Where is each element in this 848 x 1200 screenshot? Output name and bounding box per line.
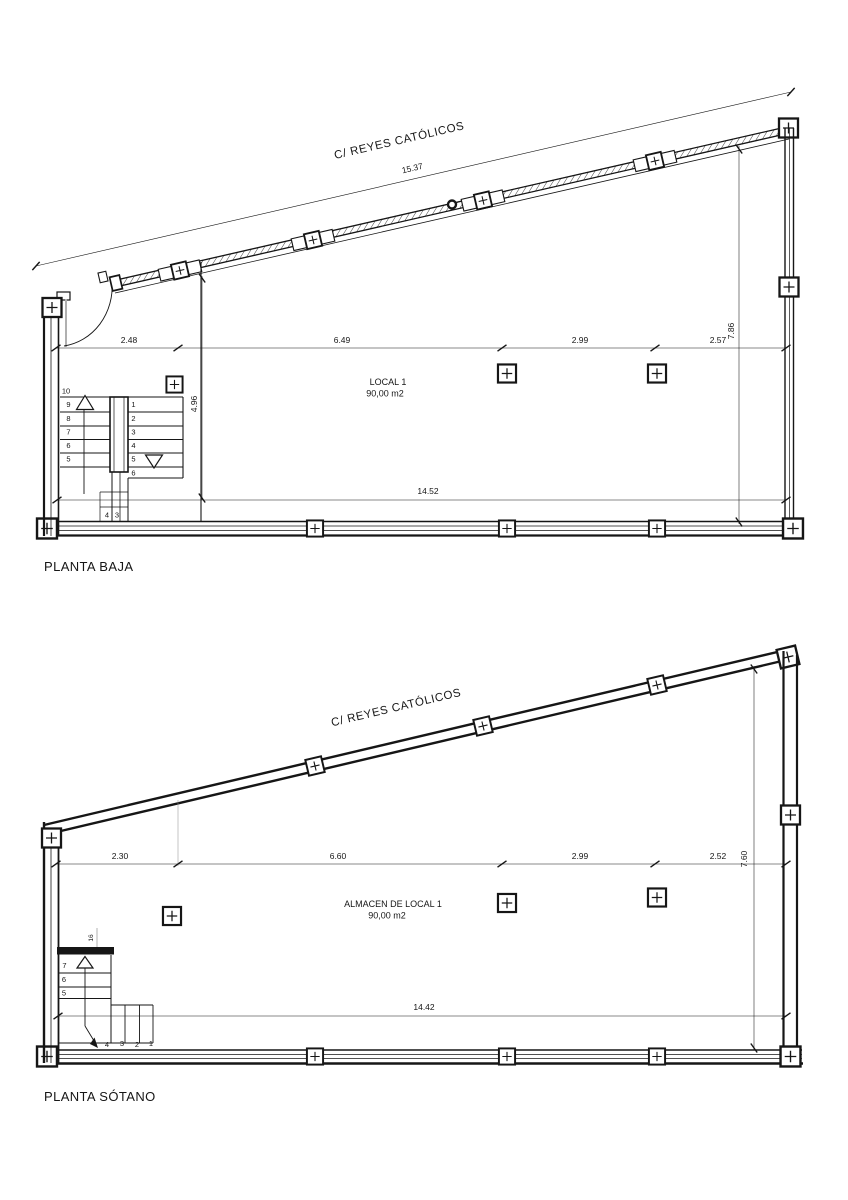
dimension-label: 7.86 bbox=[726, 322, 736, 340]
stair-number: 9 bbox=[66, 400, 71, 409]
depth-dimension-right bbox=[726, 145, 742, 527]
staircase bbox=[60, 376, 183, 521]
stair-number: 4 bbox=[104, 1040, 110, 1049]
column-marker bbox=[43, 298, 62, 317]
stair-up-arrow bbox=[77, 396, 94, 410]
stair-number: 1 bbox=[131, 400, 136, 409]
column-marker bbox=[649, 1048, 665, 1064]
dimension-row bbox=[52, 335, 791, 351]
column-marker bbox=[649, 520, 665, 536]
plan-planta-baja bbox=[31, 88, 803, 574]
stair-number: 8 bbox=[66, 414, 71, 423]
stair-number: 5 bbox=[66, 454, 71, 464]
column-marker bbox=[307, 1048, 323, 1064]
facade-mullion bbox=[291, 228, 335, 252]
street-wall bbox=[44, 646, 799, 835]
room-area: 90,00 m2 bbox=[366, 388, 404, 399]
stair-number: 5 bbox=[131, 454, 136, 464]
bottom-dimension bbox=[54, 1002, 791, 1019]
facade-dimension bbox=[31, 88, 796, 270]
right-wall bbox=[780, 128, 799, 536]
column-marker bbox=[163, 907, 181, 925]
stair-number: 2 bbox=[131, 414, 136, 423]
column-marker bbox=[498, 894, 516, 912]
stair-number: 7 bbox=[62, 961, 67, 970]
facade-mullion bbox=[461, 188, 505, 212]
room-area: 90,00 m2 bbox=[368, 910, 406, 921]
door-pivot bbox=[448, 201, 456, 209]
stair-number: 6 bbox=[131, 468, 136, 478]
dimension-label: 2.52 bbox=[709, 851, 727, 861]
stair-number: 3 bbox=[114, 510, 120, 520]
column-marker bbox=[783, 519, 803, 539]
column-marker bbox=[779, 119, 798, 138]
stair-number: 4 bbox=[104, 510, 110, 520]
column-marker bbox=[42, 829, 61, 848]
dimension-label: 7.60 bbox=[739, 850, 749, 868]
stair-down-arrow bbox=[146, 455, 163, 468]
room-name: ALMACEN DE LOCAL 1 bbox=[344, 899, 442, 909]
stair-number: 6 bbox=[66, 441, 71, 450]
column-marker bbox=[781, 806, 800, 825]
dimension-label: 14.42 bbox=[413, 1002, 435, 1012]
column-marker bbox=[473, 716, 492, 735]
column-marker bbox=[499, 520, 515, 536]
stair-number: 7 bbox=[66, 427, 71, 437]
stair-number: 6 bbox=[61, 975, 67, 984]
plan-title: PLANTA SÓTANO bbox=[44, 1089, 156, 1104]
column-marker bbox=[648, 364, 666, 382]
depth-dimension-left bbox=[189, 274, 205, 503]
dimension-label: 2.57 bbox=[709, 335, 727, 345]
facade-wall bbox=[112, 119, 798, 294]
stair-wall bbox=[57, 947, 114, 955]
dimension-label: 14.52 bbox=[417, 486, 439, 496]
street-label: C/ REYES CATÓLICOS bbox=[333, 120, 466, 162]
stair-number: 5 bbox=[61, 988, 67, 998]
column-marker bbox=[37, 1047, 57, 1067]
dimension-label: 6.49 bbox=[333, 335, 351, 345]
entry-door bbox=[64, 271, 122, 347]
column-marker bbox=[647, 675, 666, 694]
column-marker bbox=[37, 519, 57, 539]
stair-number: 10 bbox=[61, 386, 71, 396]
facade-mullion bbox=[158, 258, 202, 282]
room-name: LOCAL 1 bbox=[369, 377, 407, 387]
dimension-label: 6.60 bbox=[329, 851, 347, 861]
dimension-label: 2.30 bbox=[111, 851, 129, 861]
dimension-label: 2.48 bbox=[120, 335, 138, 345]
stair-up-arrow bbox=[77, 957, 93, 969]
column-marker bbox=[781, 1047, 801, 1067]
stair-number: 3 bbox=[131, 427, 136, 437]
facade-mullion bbox=[633, 149, 677, 173]
depth-dimension-right bbox=[739, 665, 757, 1053]
dimension-label: 15.37 bbox=[400, 160, 424, 176]
stair-width-label: 16 bbox=[88, 934, 95, 942]
dimension-row bbox=[52, 800, 791, 867]
stair-number: 1 bbox=[148, 1039, 154, 1048]
column-marker bbox=[648, 888, 666, 906]
stair-number: 2 bbox=[134, 1040, 140, 1049]
column-marker bbox=[305, 756, 324, 775]
stair-number: 4 bbox=[131, 441, 136, 450]
staircase bbox=[57, 928, 153, 1049]
column-marker bbox=[780, 278, 799, 297]
column-marker bbox=[307, 520, 323, 536]
stair-number: 3 bbox=[119, 1039, 125, 1048]
bottom-wall bbox=[36, 1047, 803, 1067]
column-marker bbox=[498, 364, 516, 382]
dimension-label: 2.99 bbox=[571, 851, 589, 861]
street-label: C/ REYES CATÓLICOS bbox=[330, 686, 463, 730]
dimension-label: 4.96 bbox=[189, 395, 199, 413]
bottom-wall bbox=[37, 519, 803, 539]
column-marker bbox=[166, 376, 182, 392]
bottom-dimension bbox=[53, 486, 791, 503]
plan-planta-sotano bbox=[36, 646, 803, 1104]
column-marker bbox=[499, 1048, 515, 1064]
plan-title: PLANTA BAJA bbox=[44, 559, 134, 574]
dimension-label: 2.99 bbox=[571, 335, 589, 345]
left-wall bbox=[42, 822, 61, 1063]
right-wall bbox=[781, 651, 800, 1063]
